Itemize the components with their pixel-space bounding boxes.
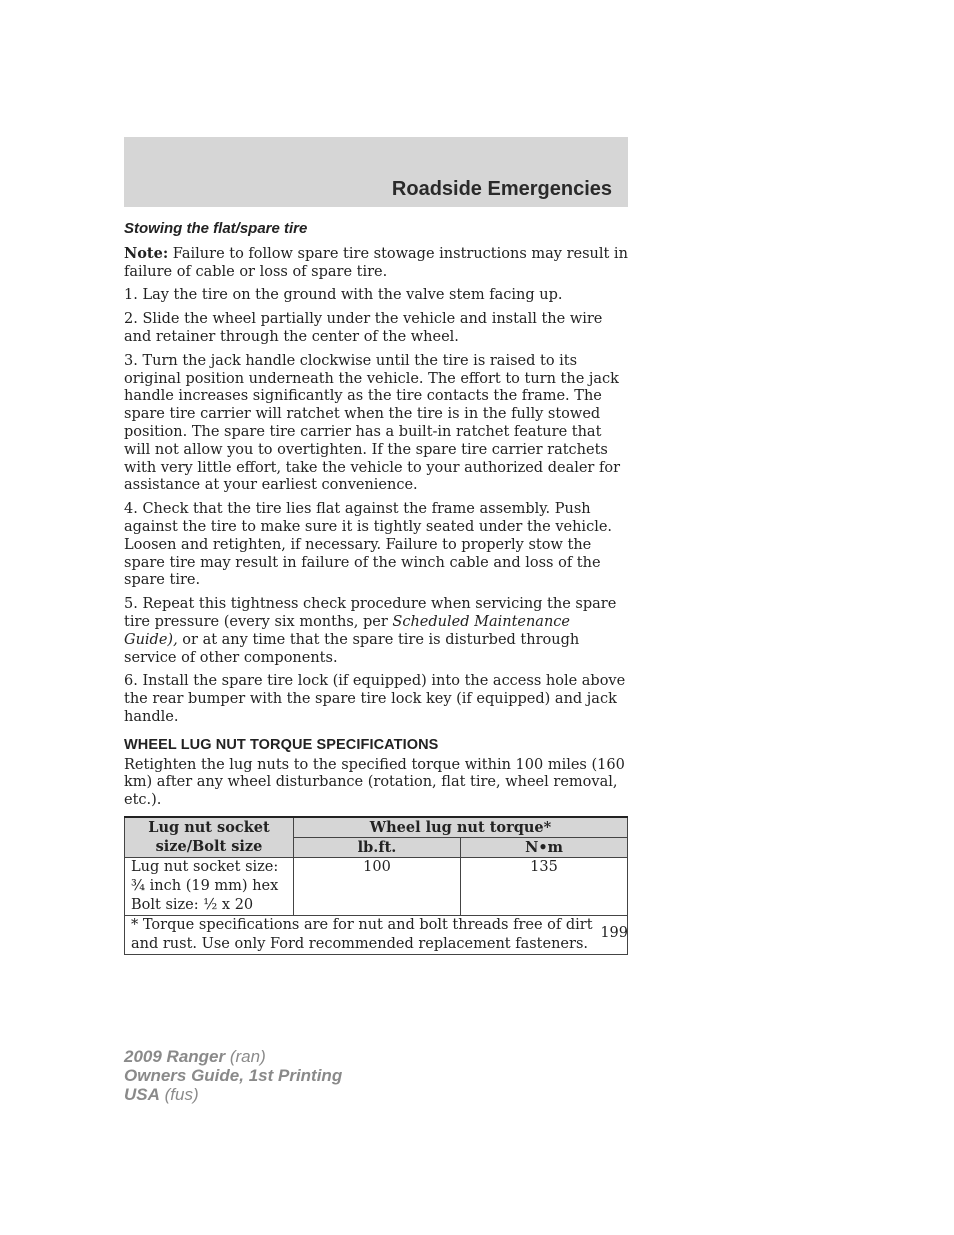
footer-model: 2009 Ranger (ran) bbox=[124, 1047, 266, 1066]
heading-torque-specs: WHEEL LUG NUT TORQUE SPECIFICATIONS bbox=[124, 736, 439, 753]
page-content bbox=[124, 220, 628, 955]
page-number: 199 bbox=[600, 925, 628, 941]
step-6: 6. Install the spare tire lock (if equipped) into the access hole above the rear bumper with the spare tire lock key (if equipped) and jack handle. bbox=[124, 673, 626, 725]
step-4: 4. Check that the tire lies flat against the frame assembly. Push against the tire to make sure it is tightly seated under the vehicle. Loosen and retighten, if necessary. Failure to properly stow the spare tire may result in failure of the winch cable and loss of the spare tire. bbox=[124, 501, 613, 589]
table-footnote: * Torque specifications are for nut and bolt threads free of dirt and rust. Use only Ford recommended replacement fasteners. bbox=[125, 915, 628, 954]
cell-size bbox=[125, 857, 294, 915]
step-5-text-b: or at any time that the spare tire is disturbed through service of other components. bbox=[124, 631, 580, 666]
note-label: Note: bbox=[124, 244, 169, 262]
section-title: Roadside Emergencies bbox=[391, 178, 612, 200]
table-row bbox=[125, 857, 628, 915]
subheading-stowing: Stowing the flat/spare tire bbox=[124, 220, 308, 237]
note-text: Failure to follow spare tire stowage instructions may result in failure of cable or loss of spare tire. bbox=[124, 245, 628, 280]
sub-header-nm: N•m bbox=[461, 837, 628, 857]
footer-region: USA (fus) bbox=[124, 1085, 199, 1104]
note-paragraph bbox=[124, 245, 628, 282]
print-footer bbox=[124, 1047, 342, 1104]
sub-header-lbft: lb.ft. bbox=[294, 837, 461, 857]
cell-size-line2: Bolt size: ½ x 20 bbox=[131, 896, 254, 913]
step-5-text-a: 5. Repeat this tightness check procedure when servicing the spare tire pressure (every six months, per bbox=[124, 596, 617, 630]
torque-intro: Retighten the lug nuts to the specified torque within 100 miles (160 km) after any wheel disturbance (rotation, flat tire, wheel removal, etc.). bbox=[124, 756, 625, 809]
section-header-band bbox=[124, 137, 628, 207]
col-header-torque: Wheel lug nut torque* bbox=[294, 817, 628, 838]
cell-size-line1: Lug nut socket size: ¾ inch (19 mm) hex bbox=[131, 858, 279, 894]
step-3: 3. Turn the jack handle clockwise until the tire is raised to its original position underneath the vehicle. The effort to turn the jack handle increases significantly as the tire contacts the frame. The spare tire carrier will ratchet when the tire is in the fully stowed position. The spare tire carrier has a built-in ratchet feature that will not allow you to overtighten. If the spare tire carrier ratchets with very little effort, take the vehicle to your authorized dealer for assistance at your earliest convenience. bbox=[124, 352, 620, 494]
footer-guide: Owners Guide, 1st Printing bbox=[124, 1066, 343, 1085]
step-1: 1. Lay the tire on the ground with the valve stem facing up. bbox=[124, 287, 563, 304]
cell-lbft: 100 bbox=[294, 857, 461, 915]
col-header-size: Lug nut socket size/Bolt size bbox=[125, 817, 294, 858]
maintenance-guide-reference: Scheduled Maintenance Guide), bbox=[124, 613, 570, 648]
step-2: 2. Slide the wheel partially under the vehicle and install the wire and retainer through the center of the wheel. bbox=[124, 311, 603, 345]
step-5 bbox=[124, 596, 628, 667]
torque-table bbox=[124, 816, 628, 955]
cell-nm: 135 bbox=[461, 857, 628, 915]
